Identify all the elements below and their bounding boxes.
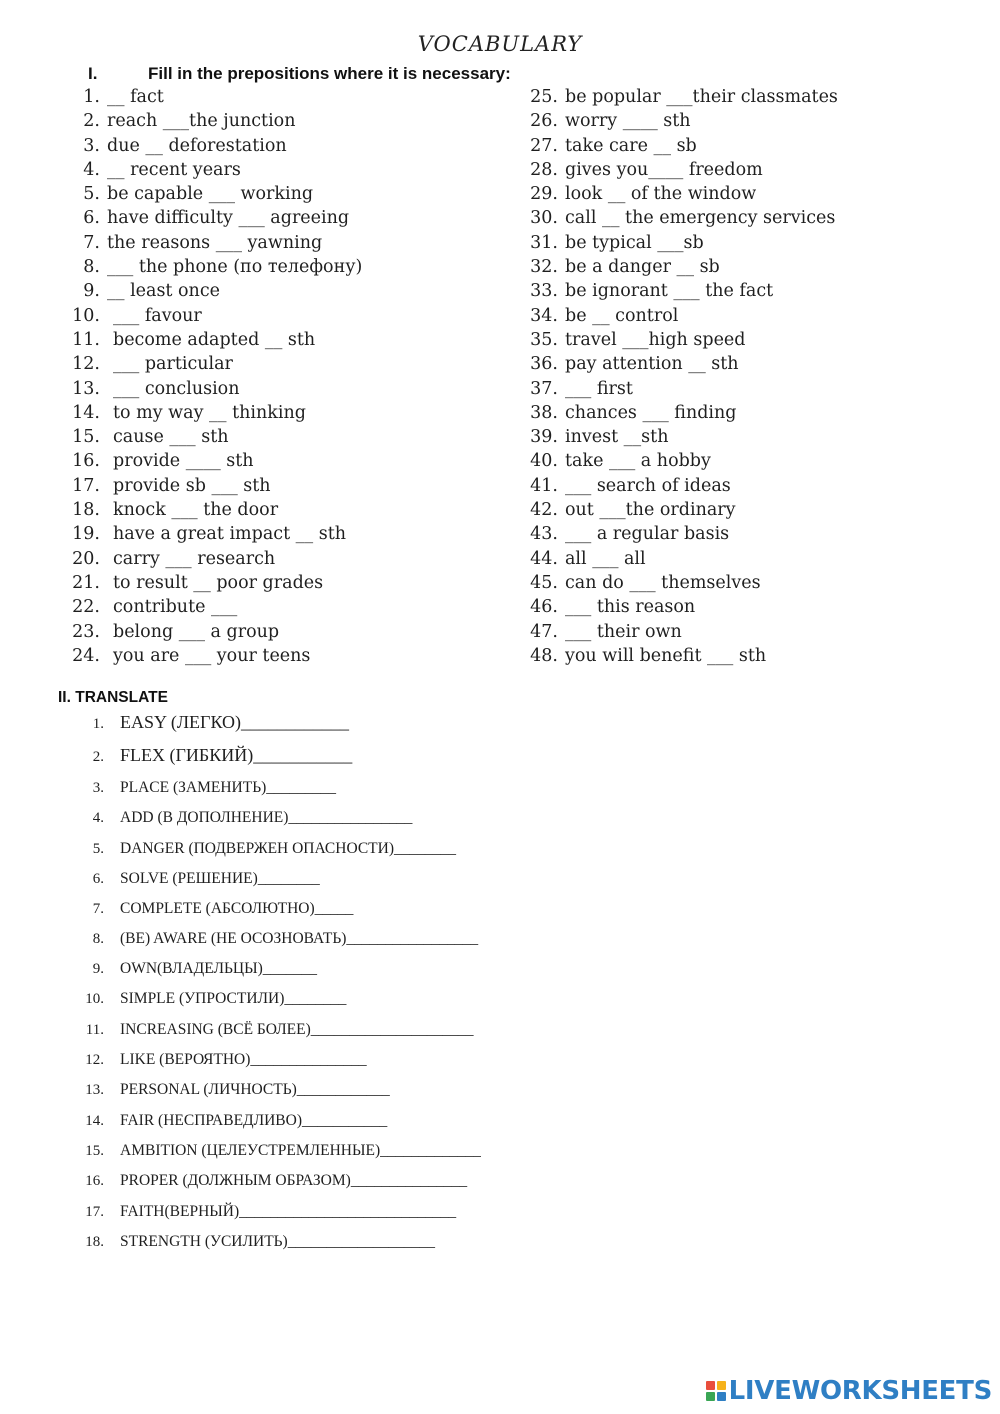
item-text: LIKE (ВЕРОЯТНО)_______________ xyxy=(120,1051,367,1068)
exercise-item xyxy=(60,377,362,401)
item-number: 16. xyxy=(72,451,100,472)
item-number: 11. xyxy=(72,329,100,350)
exercise-item xyxy=(518,547,838,571)
item-text: ___ favour xyxy=(113,305,202,326)
exercise-item xyxy=(518,401,838,425)
translate-item xyxy=(60,840,456,858)
exercise-item xyxy=(518,377,838,401)
item-text: carry ___ research xyxy=(113,548,276,569)
item-text: provide ____ sth xyxy=(113,451,254,472)
item-number: 14. xyxy=(85,1113,104,1129)
liveworksheets-brand: LIVEWORKSHEETS xyxy=(728,1376,992,1406)
item-text: take ___ a hobby xyxy=(565,451,711,472)
exercise-item xyxy=(518,352,838,376)
item-text: provide sb ___ sth xyxy=(113,475,271,496)
exercise-item xyxy=(60,425,362,449)
section2-heading: II. TRANSLATE xyxy=(58,689,168,706)
item-text: look __ of the window xyxy=(565,184,757,205)
item-number: 42. xyxy=(530,500,558,521)
item-number: 45. xyxy=(530,572,558,593)
item-number: 33. xyxy=(530,281,558,302)
exercise-item xyxy=(518,498,838,522)
exercise-item xyxy=(518,644,838,668)
item-number: 4. xyxy=(92,810,104,826)
item-number: 13. xyxy=(72,378,100,399)
item-number: 14. xyxy=(72,402,100,423)
exercise-item xyxy=(60,474,362,498)
item-text: out ___the ordinary xyxy=(565,500,736,521)
item-text: call __ the emergency services xyxy=(565,208,836,229)
logo-square xyxy=(706,1392,715,1401)
item-number: 40. xyxy=(530,451,558,472)
item-text: ___ this reason xyxy=(565,597,696,618)
worksheet-title: VOCABULARY xyxy=(417,32,583,56)
item-number: 23. xyxy=(72,621,100,642)
exercise-item xyxy=(518,425,838,449)
exercise-item xyxy=(518,85,838,109)
item-text: to my way __ thinking xyxy=(113,402,306,423)
exercise-item xyxy=(518,182,838,206)
item-text: have difficulty ___ agreeing xyxy=(107,208,350,229)
item-number: 15. xyxy=(72,427,100,448)
exercise-item xyxy=(518,620,838,644)
item-number: 7. xyxy=(83,232,100,253)
item-text: have a great impact __ sth xyxy=(113,524,347,545)
translate-item xyxy=(60,745,352,766)
translate-item xyxy=(60,900,353,918)
item-text: ADD (В ДОПОЛНЕНИЕ)________________ xyxy=(120,809,413,826)
exercise-item xyxy=(60,304,362,328)
item-text: the reasons ___ yawning xyxy=(107,232,323,253)
item-text: be ignorant ___ the fact xyxy=(565,281,774,302)
item-number: 2. xyxy=(83,111,100,132)
item-number: 32. xyxy=(530,257,558,278)
exercise-item xyxy=(518,449,838,473)
exercise-item xyxy=(60,328,362,352)
item-number: 12. xyxy=(85,1052,104,1068)
item-text: PLACE (ЗАМЕНИТЬ)_________ xyxy=(120,779,337,796)
item-number: 13. xyxy=(85,1082,104,1098)
exercise-item xyxy=(60,401,362,425)
item-text: be __ control xyxy=(565,305,679,326)
item-number: 27. xyxy=(530,135,558,156)
item-number: 9. xyxy=(83,281,100,302)
exercise-item xyxy=(60,352,362,376)
item-number: 8. xyxy=(83,257,100,278)
exercise-item xyxy=(60,231,362,255)
exercise-item xyxy=(60,449,362,473)
item-text: knock ___ the door xyxy=(113,500,279,521)
item-number: 6. xyxy=(83,208,100,229)
item-number: 12. xyxy=(72,354,100,375)
item-number: 25. xyxy=(530,87,558,107)
item-number: 3. xyxy=(92,780,104,796)
translate-item xyxy=(60,1203,456,1221)
exercise-item xyxy=(60,547,362,571)
item-number: 48. xyxy=(530,645,558,666)
item-number: 10. xyxy=(85,991,104,1007)
item-text: you will benefit ___ sth xyxy=(565,645,767,666)
prepositions-right-column xyxy=(518,85,838,668)
item-number: 38. xyxy=(530,402,558,423)
item-text: to result __ poor grades xyxy=(113,572,324,593)
item-number: 34. xyxy=(530,305,558,326)
item-number: 1. xyxy=(83,87,100,107)
item-text: EASY (ЛЕГКО)____________ xyxy=(120,712,349,732)
item-number: 3. xyxy=(83,135,100,156)
exercise-item xyxy=(60,158,362,182)
item-number: 37. xyxy=(530,378,558,399)
item-number: 16. xyxy=(85,1173,104,1189)
item-text: __ least once xyxy=(107,281,220,302)
item-text: belong ___ a group xyxy=(113,621,280,642)
exercise-item xyxy=(60,206,362,230)
item-number: 5. xyxy=(83,184,100,205)
exercise-item xyxy=(518,328,838,352)
item-number: 35. xyxy=(530,329,558,350)
exercise-item xyxy=(60,644,362,668)
item-text: ___ search of ideas xyxy=(565,475,731,496)
item-text: can do ___ themselves xyxy=(565,572,761,593)
translate-item xyxy=(60,779,336,797)
item-number: 7. xyxy=(92,901,104,917)
exercise-item xyxy=(518,158,838,182)
translate-item xyxy=(60,990,346,1008)
item-text: all ___ all xyxy=(565,548,646,569)
item-text: gives you____ freedom xyxy=(565,159,763,180)
item-text: SIMPLE (УПРОСТИЛИ)________ xyxy=(120,990,347,1007)
translate-item xyxy=(60,1142,481,1160)
exercise-item xyxy=(518,134,838,158)
item-text: ___ conclusion xyxy=(113,378,240,399)
item-text: take care __ sb xyxy=(565,135,697,156)
prepositions-left-column xyxy=(60,85,362,668)
item-number: 1. xyxy=(92,716,104,732)
item-number: 9. xyxy=(92,961,104,977)
item-number: 41. xyxy=(530,475,558,496)
item-number: 18. xyxy=(85,1234,104,1250)
item-text: ___ the phone (по телефону) xyxy=(107,257,363,278)
item-text: pay attention __ sth xyxy=(565,354,739,375)
liveworksheets-logo xyxy=(706,1374,992,1408)
exercise-item xyxy=(518,304,838,328)
item-number: 11. xyxy=(85,1022,104,1038)
translate-item xyxy=(60,1021,474,1039)
item-number: 22. xyxy=(72,597,100,618)
item-text: travel ___high speed xyxy=(565,329,746,350)
logo-square xyxy=(717,1392,726,1401)
translate-item xyxy=(60,960,317,978)
exercise-item xyxy=(518,571,838,595)
item-text: PROPER (ДОЛЖНЫМ ОБРАЗОМ)_______________ xyxy=(120,1172,468,1189)
section1-heading xyxy=(88,64,511,84)
item-number: 18. xyxy=(72,500,100,521)
item-number: 36. xyxy=(530,354,558,375)
item-text: become adapted __ sth xyxy=(113,329,316,350)
item-text: worry ____ sth xyxy=(565,111,691,132)
exercise-item xyxy=(60,571,362,595)
item-text: chances ___ finding xyxy=(565,402,737,423)
item-text: STRENGTH (УСИЛИТЬ)___________________ xyxy=(120,1233,435,1250)
item-text: be capable ___ working xyxy=(107,184,314,205)
liveworksheets-logo-icon xyxy=(706,1381,726,1401)
item-number: 31. xyxy=(530,232,558,253)
section1-instruction: Fill in the prepositions where it is necessary: xyxy=(148,64,511,83)
item-number: 46. xyxy=(530,597,558,618)
item-number: 17. xyxy=(85,1204,104,1220)
item-text: DANGER (ПОДВЕРЖЕН ОПАСНОСТИ)________ xyxy=(120,840,456,857)
exercise-item xyxy=(60,279,362,303)
item-text: invest __sth xyxy=(565,427,669,448)
exercise-item xyxy=(60,255,362,279)
item-number: 29. xyxy=(530,184,558,205)
exercise-item xyxy=(518,279,838,303)
item-number: 30. xyxy=(530,208,558,229)
item-text: FAITH(ВЕРНЫЙ)____________________________ xyxy=(120,1203,457,1220)
exercise-item xyxy=(518,255,838,279)
exercise-item xyxy=(518,231,838,255)
translate-item xyxy=(60,1051,367,1069)
item-number: 39. xyxy=(530,427,558,448)
item-text: INCREASING (ВСЁ БОЛЕЕ)_____________________ xyxy=(120,1021,474,1038)
item-number: 20. xyxy=(72,548,100,569)
exercise-item xyxy=(518,595,838,619)
item-number: 21. xyxy=(72,572,100,593)
item-text: you are ___ your teens xyxy=(113,645,311,666)
translate-item xyxy=(60,1233,435,1251)
item-number: 5. xyxy=(92,841,104,857)
item-text: PERSONAL (ЛИЧНОСТЬ)____________ xyxy=(120,1081,390,1098)
item-number: 19. xyxy=(72,524,100,545)
item-text: ___ particular xyxy=(113,354,233,375)
item-text: OWN(ВЛАДЕЛЬЦЫ)_______ xyxy=(120,960,318,977)
section1-roman-numeral: I. xyxy=(88,64,98,83)
exercise-item xyxy=(60,182,362,206)
item-number: 44. xyxy=(530,548,558,569)
item-number: 2. xyxy=(92,749,104,765)
item-text: __ recent years xyxy=(107,159,241,180)
item-text: FAIR (НЕСПРАВЕДЛИВО)___________ xyxy=(120,1112,388,1129)
item-text: be popular ___their classmates xyxy=(565,87,838,107)
item-number: 24. xyxy=(72,645,100,666)
item-text: FLEX (ГИБКИЙ)___________ xyxy=(120,745,353,765)
translate-item xyxy=(60,930,478,948)
item-number: 8. xyxy=(92,931,104,947)
exercise-item xyxy=(60,620,362,644)
translate-item xyxy=(60,870,320,888)
item-number: 17. xyxy=(72,475,100,496)
item-text: cause ___ sth xyxy=(113,427,229,448)
item-number: 47. xyxy=(530,621,558,642)
exercise-item xyxy=(518,206,838,230)
item-number: 26. xyxy=(530,111,558,132)
item-text: be a danger __ sb xyxy=(565,257,720,278)
item-text: AMBITION (ЦЕЛЕУСТРЕМЛЕННЫЕ)_____________ xyxy=(120,1142,481,1159)
exercise-item xyxy=(60,109,362,133)
item-text: SOLVE (РЕШЕНИЕ)________ xyxy=(120,870,320,887)
item-number: 6. xyxy=(92,871,104,887)
exercise-item xyxy=(60,522,362,546)
item-text: __ fact xyxy=(107,87,164,107)
translate-item xyxy=(60,1172,467,1190)
item-text: ___ their own xyxy=(565,621,682,642)
exercise-item xyxy=(60,498,362,522)
exercise-item xyxy=(518,109,838,133)
item-text: ___ a regular basis xyxy=(565,524,730,545)
item-text: ___ first xyxy=(565,378,633,399)
exercise-item xyxy=(518,474,838,498)
exercise-item xyxy=(60,134,362,158)
item-text: be typical ___sb xyxy=(565,232,704,253)
item-number: 43. xyxy=(530,524,558,545)
item-number: 10. xyxy=(72,305,100,326)
item-text: reach ___the junction xyxy=(107,111,296,132)
exercise-item xyxy=(518,522,838,546)
translate-item xyxy=(60,1112,387,1130)
logo-square xyxy=(706,1381,715,1390)
translate-item xyxy=(60,809,412,827)
exercise-item xyxy=(60,85,362,109)
item-text: due __ deforestation xyxy=(107,135,287,156)
exercise-item xyxy=(60,595,362,619)
item-text: contribute ___ xyxy=(113,597,238,618)
item-number: 28. xyxy=(530,159,558,180)
item-text: (BE) AWARE (НЕ ОСОЗНОВАТЬ)_________________ xyxy=(120,930,479,947)
item-text: COMPLETE (АБСОЛЮТНО)_____ xyxy=(120,900,354,917)
translate-item xyxy=(60,712,349,733)
item-number: 15. xyxy=(85,1143,104,1159)
logo-square xyxy=(717,1381,726,1390)
translate-item xyxy=(60,1081,390,1099)
item-number: 4. xyxy=(83,159,100,180)
